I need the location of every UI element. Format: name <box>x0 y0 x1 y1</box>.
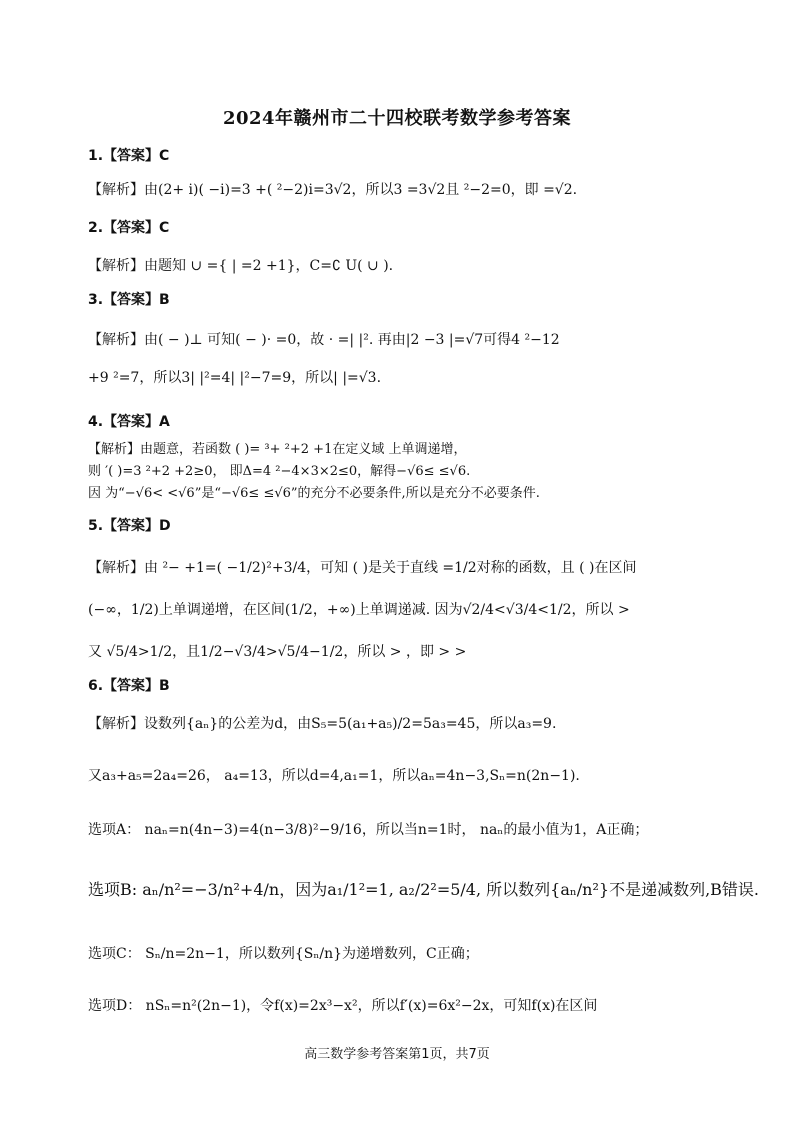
q5-analysis-line-2: (−∞，1/2)上单调递增，在区间(1/2，+∞)上单调递减. 因为√2/4<√3/4<1/2，所以 > <box>88 602 630 618</box>
q4-answer: 4.【答案】A <box>88 414 170 430</box>
q4-analysis-line-3: 因 为“−√6< <√6”是“−√6≤ ≤√6”的充分不必要条件,所以是充分不必要条件. <box>88 486 540 501</box>
q2-analysis: 【解析】由题知 ∪ ={ | =2 +1}，C=∁ U( ∪ ). <box>88 258 394 274</box>
q5-analysis-line-1: 【解析】由 ²− +1=( −1/2)²+3/4，可知 ( )是关于直线 =1/2对称的函数，且 ( )在区间 <box>88 560 637 576</box>
page-title: 2024年赣州市二十四校联考数学参考答案 <box>222 108 572 129</box>
q6-analysis-line-1: 【解析】设数列{aₙ}的公差为d，由S₅=5(a₁+a₅)/2=5a₃=45，所以a₃=9. <box>88 716 557 732</box>
q6-analysis-line-2: 又a₃+a₅=2a₄=26， a₄=13，所以d=4,a₁=1，所以aₙ=4n−3,Sₙ=n(2n−1). <box>88 768 580 784</box>
q5-answer: 5.【答案】D <box>88 518 171 534</box>
q6-option-b: 选项B: aₙ/n²=−3/n²+4/n，因为a₁/1²=1, a₂/2²=5/4, 所以数列{aₙ/n²}不是递减数列,B错误. <box>88 880 760 899</box>
q1-analysis: 【解析】由(2+ i)( −i)=3 +( ²−2)i=3√2，所以3 =3√2且 ²−2=0，即 =√2. <box>88 182 578 198</box>
q6-option-a: 选项A： naₙ=n(4n−3)=4(n−3/8)²−9/16，所以当n=1时， naₙ的最小值为1，A正确； <box>88 822 649 838</box>
q6-option-d: 选项D： nSₙ=n²(2n−1)，令f(x)=2x³−x²，所以f′(x)=6x²−2x，可知f(x)在区间 <box>88 998 598 1014</box>
q2-answer: 2.【答案】C <box>88 220 170 236</box>
q3-analysis-line-1: 【解析】由( − )⊥ 可知( − )· =0，故 · =| |². 再由|2 −3 |=√7可得4 ²−12 <box>88 332 560 348</box>
q4-analysis-line-2: 则 ′( )=3 ²+2 +2≥0， 即Δ=4 ²−4×3×2≤0，解得−√6≤ ≤√6. <box>88 464 471 479</box>
q6-option-c: 选项C： Sₙ/n=2n−1，所以数列{Sₙ/n}为递增数列，C正确； <box>88 946 479 962</box>
q1-answer: 1.【答案】C <box>88 148 170 164</box>
q3-analysis-line-2: +9 ²=7，所以3| |²=4| |²−7=9，所以| |=√3. <box>88 370 382 386</box>
q6-answer: 6.【答案】B <box>88 678 170 694</box>
q3-answer: 3.【答案】B <box>88 292 170 308</box>
page-footer: 高三数学参考答案第1页，共7页 <box>304 1047 490 1062</box>
q5-analysis-line-3: 又 √5/4>1/2，且1/2−√3/4>√5/4−1/2，所以 > ，即 > > <box>88 644 467 660</box>
q4-analysis-line-1: 【解析】由题意，若函数 ( )= ³+ ²+2 +1在定义域 上单调递增， <box>88 442 467 457</box>
